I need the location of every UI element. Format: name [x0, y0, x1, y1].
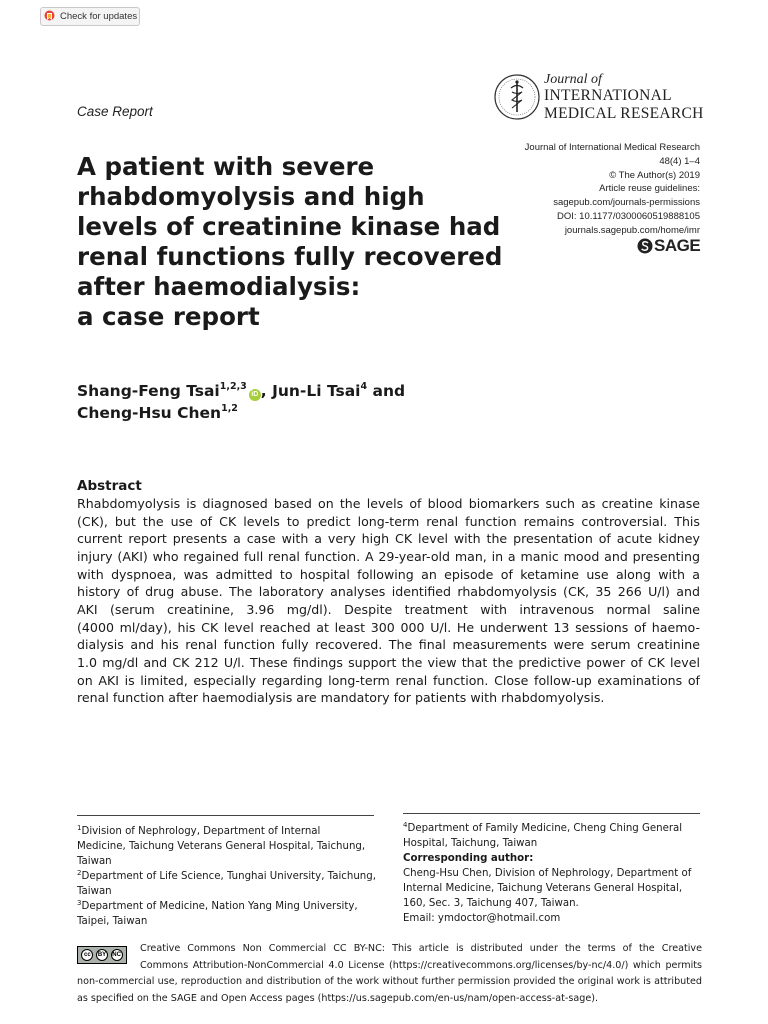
cc-by-nc-badge-icon[interactable]	[77, 946, 127, 964]
abstract-line: Rhabdomyolysis is diagnosed based on the levels of blood biomarkers such as creatine kinase	[77, 496, 700, 511]
sage-logo-text: SAGE	[654, 236, 701, 255]
affiliation-sup: 3	[77, 899, 82, 907]
footnote-divider-right	[403, 813, 700, 814]
nc-icon: NC	[111, 949, 123, 961]
abstract-line: 1.0 mg/dl and CK 212 U/l. These findings support the view that the predictive power of CK level	[77, 654, 700, 670]
corresponding-author-line: Cheng-Hsu Chen, Division of Nephrology, Department of	[403, 868, 692, 879]
license-line: Commons Attribution-NonCommercial 4.0 License (https://creativecommons.org/licenses/by-nc/4.0/) which permits	[140, 959, 702, 971]
affiliation-sup: 2	[77, 869, 82, 877]
title-line: A patient with severe	[77, 152, 375, 181]
journal-name-line1: INTERNATIONAL	[544, 87, 672, 104]
check-for-updates-button[interactable]	[40, 7, 140, 26]
abstract-line: dialysis and his renal function fully recovered. The final measurements were serum creatinine	[77, 637, 700, 653]
corresponding-author-line: Internal Medicine, Taichung Veterans General Hospital,	[403, 883, 683, 894]
journal-name-line2: MEDICAL RESEARCH	[544, 105, 704, 122]
affiliations-left	[77, 824, 377, 929]
abstract-body	[77, 495, 700, 707]
footnote-divider-left	[77, 815, 374, 816]
abstract-heading: Abstract	[77, 478, 142, 494]
affiliation-2	[77, 869, 377, 899]
article-type: Case Report	[77, 104, 153, 119]
corresponding-author-line: 160, Sec. 3, Taichung 407, Taiwan.	[403, 898, 579, 909]
copyright: © The Author(s) 2019	[609, 169, 700, 181]
title-line: after haemodialysis:	[77, 272, 361, 301]
affiliation-3	[77, 899, 377, 929]
abstract-line: AKI (serum creatinine, 3.96 mg/dl). Despite treatment with intravenous normal saline	[77, 601, 700, 617]
title-line: a case report	[77, 302, 260, 331]
author-list	[77, 380, 497, 424]
title-line: renal functions fully recovered	[77, 242, 503, 271]
sage-logo	[637, 236, 700, 256]
journal-name	[544, 87, 704, 123]
author-name: Jun-Li Tsai	[272, 382, 361, 400]
doi[interactable]: DOI: 10.1177/0300060519888105	[557, 210, 700, 222]
affiliation-line: Taipei, Taiwan	[77, 916, 148, 927]
reuse-guidelines: Article reuse guidelines:	[599, 183, 700, 195]
affiliations-right	[403, 821, 703, 926]
affiliation-sup: 4	[403, 821, 408, 829]
abstract-line: (4000 ml/day), his CK level reached at least 300 000 U/l. He underwent 13 sessions of haemo-	[77, 619, 700, 635]
article-title	[77, 152, 507, 332]
title-line: levels of creatinine kinase had	[77, 212, 501, 241]
title-line: rhabdomyolysis and high	[77, 182, 425, 211]
abstract-line: with dyspnoea, was admitted to hospital following an episode of ketamine use along with a	[77, 566, 700, 582]
corresponding-author-email[interactable]: Email: ymdoctor@hotmail.com	[403, 913, 561, 924]
permissions-link[interactable]: sagepub.com/journals-permissions	[553, 197, 700, 209]
affiliation-line: Hospital, Taichung, Taiwan	[403, 838, 538, 849]
license-line: Creative Commons Non Commercial CC BY-NC: This article is distributed under the terms of the Creative	[140, 943, 702, 954]
orcid-icon[interactable]: iD	[249, 389, 261, 401]
cc-icon: cc	[81, 949, 93, 961]
affiliation-sup: 1	[77, 824, 82, 832]
bookmark-icon	[44, 10, 55, 23]
abstract-line: injury (AKI) who regained full renal function. A 29-year-old man, in a manic mood and presenting	[77, 548, 700, 564]
journal-citation: Journal of International Medical Research	[524, 142, 700, 153]
license-line: as specified on the SAGE and Open Access pages (https://us.sagepub.com/en-us/nam/open-access-at-sage).	[77, 992, 599, 1004]
author-name: Shang-Feng Tsai	[77, 382, 220, 400]
sage-s-icon	[637, 238, 653, 254]
affiliation-line: Taiwan	[77, 856, 112, 867]
affiliation-line: Division of Nephrology, Department of Internal	[81, 826, 321, 837]
license-line: non-commercial use, reproduction and distribution of the work without further permission provided the original work is attributed	[77, 976, 702, 987]
abstract-line: renal function after haemodialysis are mandatory for patients with rhabdomyolysis.	[77, 690, 605, 706]
publication-info	[525, 141, 700, 238]
author-affiliation-sup: 1,2	[221, 403, 238, 414]
affiliation-line: Taiwan	[77, 886, 112, 897]
journal-emblem-icon	[492, 72, 542, 122]
journal-home-link[interactable]: journals.sagepub.com/home/imr	[564, 224, 700, 236]
abstract-line: current report presents a case with a very high CK level with the presentation of acute kidney	[77, 531, 700, 547]
affiliation-line: Medicine, Taichung Veterans General Hospital, Taichung,	[77, 841, 366, 852]
abstract-line: on AKI is limited, especially regarding long-term renal function. Close follow-up examinations of	[77, 672, 700, 688]
author-conjunction: and	[367, 382, 406, 400]
corresponding-author-heading: Corresponding author:	[403, 853, 534, 864]
author-affiliation-sup: 1,2,3	[219, 381, 247, 392]
author-affiliation-sup: 4	[360, 381, 368, 392]
affiliation-line: Department of Family Medicine, Cheng Ching General	[407, 823, 683, 834]
affiliation-1	[77, 824, 377, 869]
by-icon: BY	[96, 949, 108, 961]
author-name: Cheng-Hsu Chen	[77, 404, 222, 422]
journal-of-text: Journal of	[544, 72, 602, 87]
author-separator: ,	[260, 382, 273, 400]
affiliation-line: Department of Medicine, Nation Yang Ming University,	[81, 901, 358, 912]
volume-pages: 48(4) 1–4	[659, 155, 700, 167]
abstract-line: history of drug abuse. The laboratory analyses identified rhabdomyolysis (CK, 35 266 U/l) and	[77, 584, 700, 600]
affiliation-line: Department of Life Science, Tunghai University, Taichung,	[81, 871, 376, 882]
check-for-updates-label: Check for updates	[60, 11, 138, 22]
journal-logo	[492, 72, 704, 124]
affiliation-4	[403, 821, 703, 851]
abstract-line: (CK), but the use of CK levels to predict long-term renal function remains controversial. This	[77, 513, 700, 529]
